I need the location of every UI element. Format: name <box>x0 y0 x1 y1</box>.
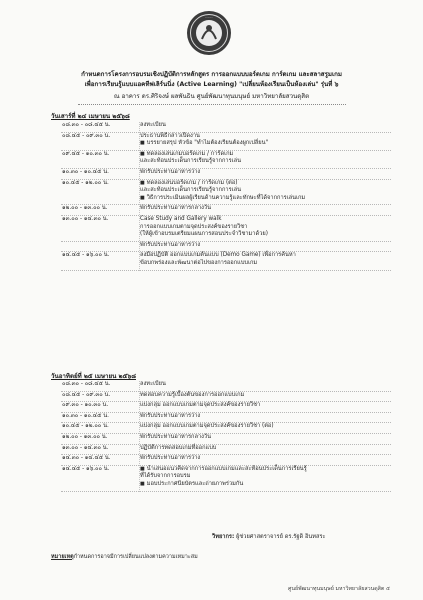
row-time: ๐๘.๓๐ - ๐๘.๔๕ น. <box>62 122 111 128</box>
svg-text:.........: ......... <box>204 15 214 19</box>
row-time: ๐๙.๔๕ - ๑๐.๓๐ น. <box>62 150 110 157</box>
row-activity: ปฏิบัติการทดสอบเกมที่ออกแบบ <box>140 444 217 451</box>
title-line-1: กำหนดการโครงการอบรมเชิงปฏิบัติการหลักสูตร การออกแบบบอร์ดเกม การ์ดเกม และสลาสรูมเกม <box>81 71 342 78</box>
row-activity: ■ มอบประกาศนียบัตรและถ่ายภาพร่วมกัน <box>140 481 390 488</box>
remark <box>51 553 198 561</box>
row-activity: ■ บรรยายสรุป หัวข้อ "ทำไมต้องเรียนต้องผูกเปลี่ยน" <box>140 140 390 147</box>
row-time: ๑๒.๐๐ - ๑๓.๐๐ น. <box>62 205 108 212</box>
row-time: ๑๐.๔๕ - ๑๒.๐๐ น. <box>62 179 109 186</box>
row-time: ๑๒.๐๐ - ๑๓.๐๐ น. <box>62 434 108 440</box>
column-divider <box>139 122 140 271</box>
schedule-row <box>0 466 423 492</box>
page-footer: ศูนย์พัฒนาทุนมนุษย์ มหาวิทยาลัยสวนดุสิต ๕ <box>288 586 390 592</box>
venue-line: ณ อาคาร ดร.ศิริจงษ์ ผลพันธิน ศูนย์พัฒนาทุนมนุษย์ มหาวิทยาลัยสวนดุสิต <box>113 93 310 100</box>
row-activity: ทดสอบความรู้เบื้องต้นของการออกแบบเกม <box>140 391 245 398</box>
schedule-row <box>0 151 423 169</box>
row-activity: ประธานพิธีกล่าวเปิดงาน <box>140 132 200 139</box>
row-time: ๑๔.๔๕ - ๑๖.๐๐ น. <box>62 465 110 472</box>
speaker-line <box>212 531 412 541</box>
row-activity: ■ ทดลองเล่นบอร์ดเกม / การ์ดเกม (ต่อ) <box>140 180 390 187</box>
university-seal-icon <box>186 10 232 56</box>
row-activity: พักรับประทานอาหารว่าง <box>140 455 201 462</box>
row-activity: ■ วิธีการประเมินผลผู้เรียนด้านความรู้และทักษะที่ได้จากการเล่นเกม <box>140 195 390 202</box>
row-time: ๐๘.๔๕ - ๐๙.๓๐ น. <box>62 132 111 139</box>
schedule-row <box>0 133 423 151</box>
row-divider <box>61 270 391 271</box>
row-time: ๑๐.๓๐ - ๑๐.๔๕ น. <box>62 412 109 419</box>
row-activity: แบ่งกลุ่ม ออกแบบเกมตามจุดประสงค์ของรายวิชา (ต่อ) <box>140 423 274 430</box>
title-line-2: เพื่อการเรียนรู้แบบแอคทีฟเลิร์นนิ่ง (Active Learning) "เปลี่ยนห้องเรียนเป็นห้องเล่น" รุ่นที่ ๖ <box>84 81 339 88</box>
row-activity: ลงทะเบียน <box>140 381 166 387</box>
row-activity: Case Study and Gallery walk <box>140 216 222 222</box>
row-time: ๑๔.๔๕ - ๑๖.๐๐ น. <box>62 252 110 259</box>
day1-heading: วันเสาร์ที่ ๒๔ เมษายน ๒๕๖๘ <box>51 113 130 120</box>
row-activity: (ให้ผู้เข้าอบรมเตรียมแผนการสอนประจำวิชามาด้วย) <box>140 231 268 238</box>
row-time: ๐๘.๔๕ - ๐๙.๓๐ น. <box>62 391 111 398</box>
row-time: ๐๙.๓๐ - ๑๐.๓๐ น. <box>62 402 109 409</box>
row-activity: พักรับประทานอาหารว่าง <box>140 169 201 175</box>
schedule-row <box>0 252 423 270</box>
row-activity: ที่ได้รับจากการอบรม <box>140 473 191 480</box>
row-time: ๑๓.๐๐ - ๑๔.๓๐ น. <box>62 444 109 451</box>
row-activity: ลงมือปฏิบัติ ออกแบบเกมต้นแบบ (Demo Game) เพื่อการค้นหา <box>140 252 296 259</box>
row-time: ๐๘.๓๐ - ๐๘.๔๕ น. <box>62 381 111 387</box>
row-activity: ลงทะเบียน <box>140 122 166 128</box>
remark-label: หมายเหตุ <box>51 554 74 560</box>
title-divider <box>78 104 346 105</box>
row-activity: พักรับประทานอาหารว่าง <box>140 241 201 248</box>
row-time: ๑๔.๓๐ - ๑๔.๔๕ น. <box>62 455 111 462</box>
row-activity: พักรับประทานอาหารว่าง <box>140 412 201 419</box>
schedule-row <box>0 180 423 206</box>
row-activity: แบ่งกลุ่ม ออกแบบเกมตามจุดประสงค์ของรายวิชา <box>140 402 261 409</box>
row-activity: และสะท้อนประเด็นการเรียนรู้จากการเล่น <box>140 187 241 194</box>
remark-text: กำหนดการอาจมีการเปลี่ยนแปลงตามความเหมาะสม <box>73 554 198 560</box>
row-activity: การออกแบบเกมตามจุดประสงค์ของรายวิชา <box>140 223 248 230</box>
speaker-label: วิทยากร: <box>212 534 235 540</box>
row-activity: ข้อบกพร่องและพัฒนาต่อไปของการออกแบบเกม <box>140 259 258 266</box>
row-time: ๑๓.๐๐ - ๑๔.๓๐ น. <box>62 216 109 222</box>
row-activity: พักรับประทานอาหารกลางวัน <box>140 205 211 212</box>
row-activity: พักรับประทานอาหารกลางวัน <box>140 434 211 440</box>
column-divider <box>139 381 140 492</box>
row-activity: และสะท้อนประเด็นการเรียนรู้จากการเล่น <box>140 158 241 165</box>
speaker-name: ผู้ช่วยศาสตราจารย์ ดร.รัฐดิ อินทสระ <box>236 534 326 540</box>
schedule-row <box>0 216 423 242</box>
row-activity: ■ นำเสนอแนวคิดจากการออกแบบเกมและสะท้อนประเด็นการเรียนรู้ <box>140 466 390 473</box>
row-time: ๑๐.๓๐ - ๑๐.๔๕ น. <box>62 169 109 175</box>
row-time: ๑๐.๔๕ - ๑๒.๐๐ น. <box>62 423 109 430</box>
day2-heading: วันอาทิตย์ที่ ๒๕ เมษายน ๒๕๖๘ <box>51 373 136 380</box>
row-activity: ■ ทดลองเล่นเกมบอร์ดเกม / การ์ดเกม <box>140 151 390 158</box>
row-divider <box>61 491 391 492</box>
